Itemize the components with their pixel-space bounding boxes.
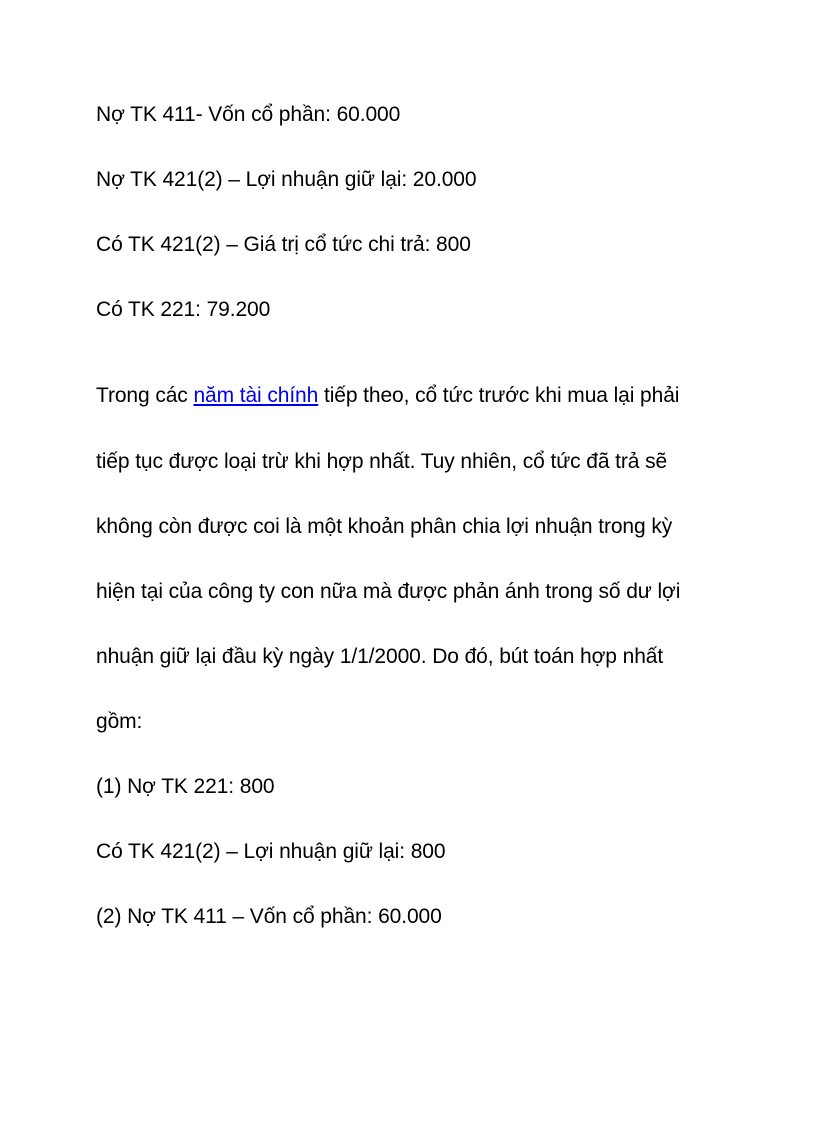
paragraph-line-2: tiếp tục được loại trừ khi hợp nhất. Tuy nhiên, cổ tức đã trả sẽ — [96, 450, 668, 473]
consolidation-entry-2-debit: (2) Nợ TK 411 – Vốn cổ phần: 60.000 — [96, 905, 442, 928]
paragraph-text-before-link: Trong các — [96, 384, 194, 407]
consolidation-entry-1-debit: (1) Nợ TK 221: 800 — [96, 775, 275, 798]
journal-entry-credit-221: Có TK 221: 79.200 — [96, 298, 271, 321]
paragraph-line-5: nhuận giữ lại đầu kỳ ngày 1/1/2000. Do đó, bút toán hợp nhất — [96, 645, 664, 668]
journal-entry-debit-411: Nợ TK 411- Vốn cổ phần: 60.000 — [96, 103, 401, 126]
paragraph-text-after-link: tiếp theo, cổ tức trước khi mua lại phải — [318, 384, 680, 407]
journal-entry-credit-421: Có TK 421(2) – Giá trị cổ tức chi trả: 800 — [96, 233, 471, 256]
journal-entry-debit-421: Nợ TK 421(2) – Lợi nhuận giữ lại: 20.000 — [96, 168, 477, 191]
paragraph-line-3: không còn được coi là một khoản phân chia lợi nhuận trong kỳ — [96, 515, 673, 538]
paragraph-line-4: hiện tại của công ty con nữa mà được phản ánh trong số dư lợi — [96, 580, 681, 603]
financial-year-link[interactable]: năm tài chính — [193, 384, 319, 407]
paragraph-line-6: gồm: — [96, 710, 143, 733]
paragraph-line-1 — [96, 383, 679, 409]
consolidation-entry-1-credit: Có TK 421(2) – Lợi nhuận giữ lại: 800 — [96, 840, 446, 863]
